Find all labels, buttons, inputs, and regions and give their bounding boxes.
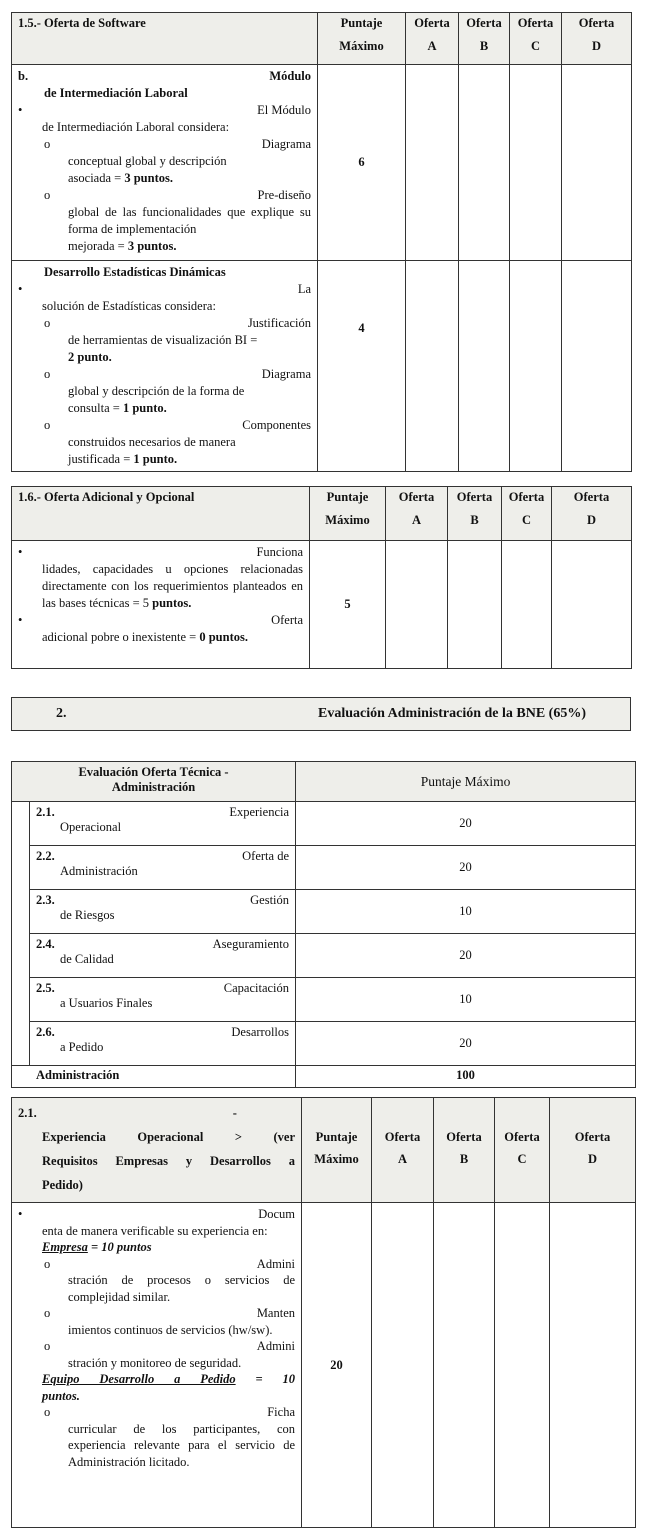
col-oferta-c: Oferta C <box>502 487 552 541</box>
criteria-adicional: • Funciona lidades, capacidades u opciones relacionadas directamente con los requerimientos planteados en las bases técnicas = 5 puntos. • Oferta adicional pobre o inexistente = 0 puntos. <box>12 541 310 669</box>
col-oferta-c: Oferta C <box>510 13 562 65</box>
score-cell: 10 <box>296 890 636 934</box>
score-cell: 5 <box>310 541 386 669</box>
col-oferta-a: Oferta A <box>406 13 459 65</box>
banner-number: 2. <box>56 706 67 721</box>
table-oferta-software <box>11 12 632 472</box>
criteria-estadisticas: Desarrollo Estadísticas Dinámicas • La solución de Estadísticas considera: o Justificación de herramientas de visualización BI = 2 punto. o Diagrama global y descripción de la forma de consulta = 1 punto. o Componentes construidos necesarios de manera justificada = 1 punto. <box>12 261 318 472</box>
table-row <box>12 846 636 890</box>
table-row <box>12 978 636 1022</box>
score-cell: 20 <box>296 934 636 978</box>
col-puntaje-maximo: Puntaje Máximo <box>302 1098 372 1203</box>
col-puntaje-maximo: Puntaje Máximo <box>318 13 406 65</box>
score-cell: 20 <box>296 802 636 846</box>
item-2-1: 2.1. Experiencia Operacional <box>30 802 296 846</box>
table-row <box>12 65 632 261</box>
col-puntaje-maximo: Puntaje Máximo <box>310 487 386 541</box>
col-oferta-d: Oferta D <box>550 1098 636 1203</box>
banner-title: Evaluación Administración de la BNE (65%) <box>318 706 586 721</box>
criteria-experiencia: • Docum enta de manera verificable su experiencia en: Empresa = 10 puntos o Admini stración de procesos o servicios de complejidad similar. o Manten imientos continuos de servicios (hw/sw). o Admini stración y monitoreo de seguridad. Equipo Desarrollo a Pedido = 10 puntos. o Ficha curricular de los participantes, con experiencia relevante para el servicio de Administración licitado. <box>12 1203 302 1528</box>
section-banner <box>11 697 631 731</box>
head-puntaje-maximo: Puntaje Máximo <box>296 762 636 802</box>
table-row <box>12 802 636 846</box>
item-2-6: 2.6. Desarrollos a Pedido <box>30 1022 296 1066</box>
score-cell: 10 <box>296 978 636 1022</box>
col-oferta-c: Oferta C <box>495 1098 550 1203</box>
score-cell: 20 <box>296 846 636 890</box>
section-title: 1.5.- Oferta de Software <box>12 13 318 65</box>
table-evaluacion-tecnica <box>11 761 636 1088</box>
total-score: 100 <box>296 1066 636 1088</box>
table-row <box>12 890 636 934</box>
item-2-3: 2.3. Gestión de Riesgos <box>30 890 296 934</box>
table-row <box>12 261 632 472</box>
item-2-4: 2.4. Aseguramiento de Calidad <box>30 934 296 978</box>
col-oferta-a: Oferta A <box>372 1098 434 1203</box>
section-title: 2.1. - Experiencia Operacional > (ver Requisitos Empresas y Desarrollos a Pedido) <box>12 1098 302 1203</box>
col-oferta-b: Oferta B <box>448 487 502 541</box>
criteria-intermediacion: b. Módulo de Intermediación Laboral • El Módulo de Intermediación Laboral considera: o Diagrama conceptual global y descripción asociada = 3 puntos. o Pre-diseño global de las funcionalidades que explique su forma de implementación mejorada = 3 puntos. <box>12 65 318 261</box>
section-title: 1.6.- Oferta Adicional y Opcional <box>12 487 310 541</box>
score-cell: 20 <box>302 1203 372 1528</box>
col-oferta-a: Oferta A <box>386 487 448 541</box>
total-row <box>12 1066 636 1088</box>
score-cell: 20 <box>296 1022 636 1066</box>
table-row <box>12 541 632 669</box>
col-oferta-b: Oferta B <box>459 13 510 65</box>
score-cell: 4 <box>318 261 406 472</box>
table-row <box>12 934 636 978</box>
table-experiencia-operacional <box>11 1097 636 1528</box>
total-label: Administración <box>12 1066 296 1088</box>
head-evaluacion: Evaluación Oferta Técnica - Administración <box>12 762 296 802</box>
item-2-5: 2.5. Capacitación a Usuarios Finales <box>30 978 296 1022</box>
table-row <box>12 1203 636 1528</box>
col-oferta-d: Oferta D <box>552 487 632 541</box>
col-oferta-d: Oferta D <box>562 13 632 65</box>
table-row <box>12 1022 636 1066</box>
col-oferta-b: Oferta B <box>434 1098 495 1203</box>
score-cell: 6 <box>318 65 406 261</box>
item-2-2: 2.2. Oferta de Administración <box>30 846 296 890</box>
table-oferta-adicional <box>11 486 632 669</box>
